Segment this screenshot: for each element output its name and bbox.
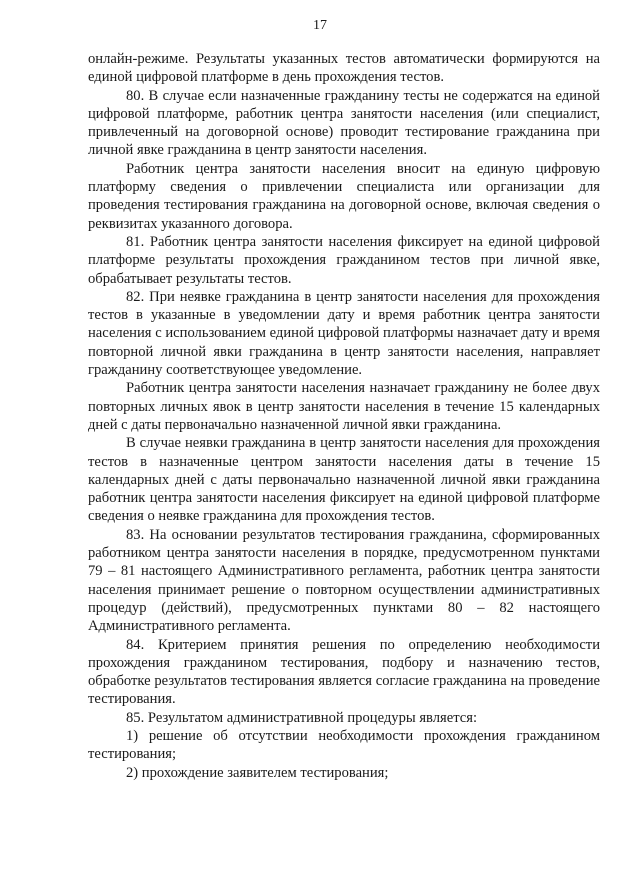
paragraph-item-84: 84. Критерием принятия решения по определению необходимости прохождения гражданином тестирования, подбору и назначению тестов, обработке результатов тестирования является согласие гражданина на проведение тестирования. — [88, 636, 600, 708]
paragraph-item-82: 82. При неявке гражданина в центр занятости населения для прохождения тестов в указанные в уведомлении дату и время работник центра занятости населения с использованием единой цифровой платформы назначает дату и время повторной личной явки гражданина в центр занятости населения, направляет гражданину соответствующее уведомление. — [88, 288, 600, 379]
list-item: 1) решение об отсутствии необходимости прохождения гражданином тестирования; — [88, 727, 600, 763]
paragraph-continuation: онлайн-режиме. Результаты указанных тестов автоматически формируются на единой цифровой платформе в день прохождения тестов. — [88, 51, 600, 86]
document-body — [88, 50, 600, 782]
paragraph-item-81: 81. Работник центра занятости населения фиксирует на единой цифровой платформе результаты прохождения гражданином тестов при личной явке, обрабатывает результаты тестов. — [88, 233, 600, 287]
paragraph: Работник центра занятости населения назначает гражданину не более двух повторных личных явок в центр занятости населения в течение 15 календарных дней с даты первоначально назначенной личной явки гражданина. — [88, 380, 600, 433]
paragraph-item-83: 83. На основании результатов тестирования гражданина, сформированных работником центра занятости населения в порядке, предусмотренном пунктами 79 – 81 настоящего Административного регламента, работник центра занятости населения принимает решение о повторном осуществлении административных процедур (действий), предусмотренных пунктами 80 – 82 настоящего Административного регламента. — [88, 526, 600, 635]
paragraph: В случае неявки гражданина в центр занятости населения для прохождения тестов в назначенные центром занятости населения даты в течение 15 календарных дней с даты первоначально назначенной личной явки гражданина работник центра занятости населения фиксирует на единой цифровой платформе сведения о неявке гражданина для прохождения тестов. — [88, 435, 600, 525]
paragraph-item-85: 85. Результатом административной процедуры является: — [126, 709, 478, 726]
list-item: 2) прохождение заявителем тестирования; — [126, 764, 389, 781]
page-number: 17 — [313, 18, 327, 33]
paragraph: Работник центра занятости населения вносит на единую цифровую платформу сведения о привлечении специалиста или организации для проведения тестирования гражданина на договорной основе, включая сведения о реквизитах указанного договора. — [88, 160, 600, 232]
paragraph-item-80: 80. В случае если назначенные гражданину тесты не содержатся на единой цифровой платформе, работник центра занятости населения (или специалист, привлеченный на договорной основе) проводит тестирование гражданина при личной явке гражданина в центр занятости населения. — [88, 87, 600, 159]
